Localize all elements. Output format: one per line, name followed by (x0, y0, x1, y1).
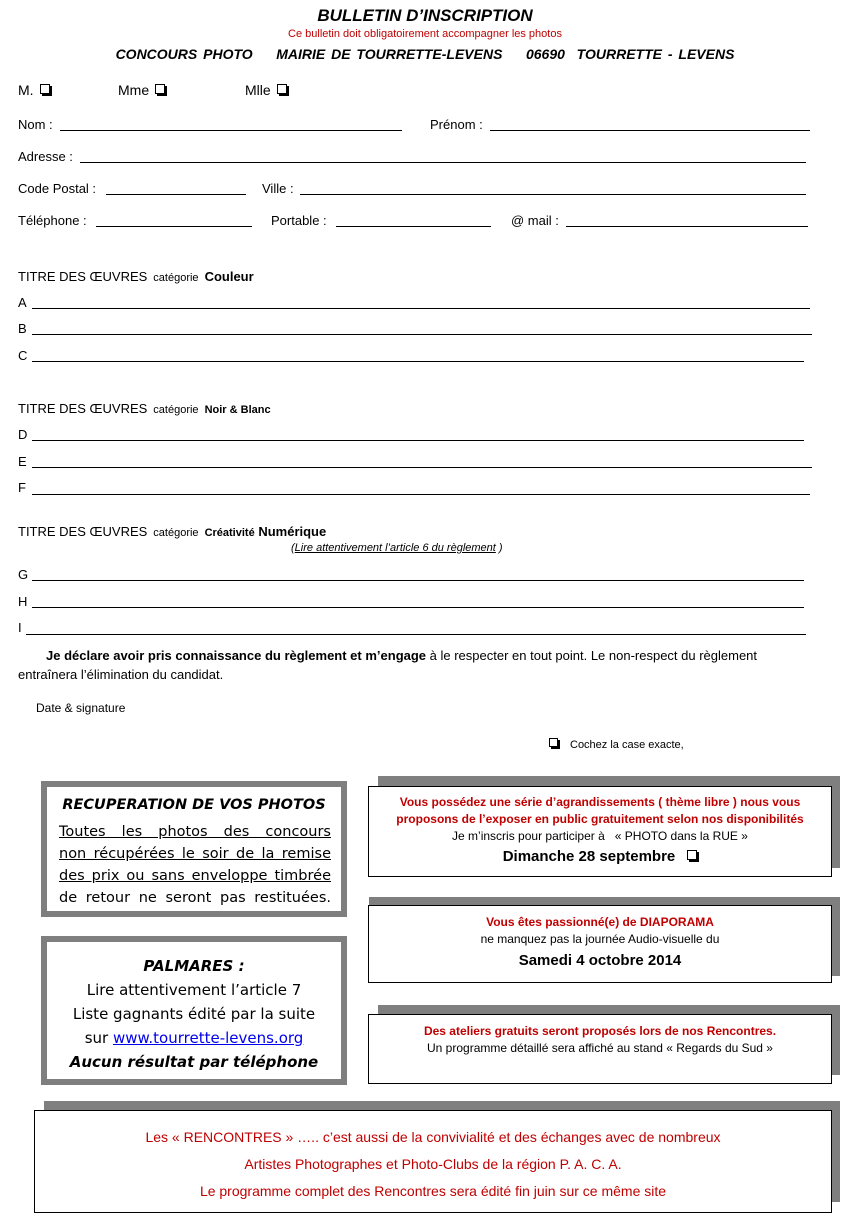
row-g-label: G (18, 567, 29, 582)
row-i-label: I (18, 620, 22, 635)
mail-label: @ mail : (511, 213, 559, 228)
row-b-field[interactable] (32, 334, 812, 335)
palmares-line3: sur www.tourrette-levens.org (84, 1029, 304, 1047)
row-f-field[interactable] (32, 494, 810, 495)
palmares-footer: Aucun résultat par téléphone (69, 1053, 319, 1071)
section-numerique-title: TITRE DES ŒUVRES catégorie Créativité Numérique (18, 524, 327, 539)
rencontres-line2: Artistes Photographes et Photo-Clubs de la région P. A. C. A. (244, 1156, 622, 1172)
page-title: BULLETIN D’INSCRIPTION (317, 6, 533, 25)
photo-rue-line3: Je m’inscris pour participer à « PHOTO dans la RUE » (452, 829, 748, 843)
photo-rue-line2: proposons de l’exposer en public gratuitement selon nos disponibilités (396, 812, 804, 826)
photo-rue-line1: Vous possédez une série d’agrandissements ( thème libre ) nous vous (399, 795, 801, 809)
row-f-label: F (18, 480, 26, 495)
site-link[interactable]: www.tourrette-levens.org (112, 1029, 304, 1047)
row-c-field[interactable] (32, 361, 804, 362)
checkbox-mlle[interactable] (277, 84, 287, 94)
row-h-label: H (18, 594, 28, 609)
mail-field[interactable] (566, 226, 808, 227)
check-hint: Cochez la case exacte, (549, 738, 684, 751)
row-e-label: E (18, 454, 27, 469)
diaporama-line2: ne manquez pas la journée Audio-visuelle du (480, 932, 720, 946)
ateliers-box (368, 1014, 832, 1084)
ateliers-line2: Un programme détaillé sera affiché au stand « Regards du Sud » (427, 1041, 773, 1055)
section-couleur-title: TITRE DES ŒUVRES catégorie Couleur (18, 269, 254, 284)
page-subtitle: Ce bulletin doit obligatoirement accompagner les photos (288, 28, 562, 40)
section-noir-blanc-title: TITRE DES ŒUVRES catégorie Noir & Blanc (18, 401, 271, 416)
contest-venue: CONCOURS PHOTO MAIRIE DE TOURRETTE-LEVENS 06690 TOURRETTE - LEVENS (115, 46, 735, 62)
diaporama-date: Samedi 4 octobre 2014 (518, 952, 682, 969)
adresse-label: Adresse : (18, 149, 73, 164)
recuperation-text: Toutes les photos des concours non récupérées le soir de la remise des prix ou sans enveloppe timbrée de retour ne seront pas restituées. (59, 824, 331, 906)
palmares-title: PALMARES : (143, 957, 245, 975)
palmares-box (41, 936, 347, 1085)
rencontres-line1: Les « RENCONTRES » ….. c’est aussi de la convivialité et des échanges avec de nombreux (145, 1129, 721, 1145)
recuperation-box (41, 781, 347, 917)
recuperation-title: RECUPERATION DE VOS PHOTOS (62, 797, 326, 813)
row-a-field[interactable] (32, 308, 810, 309)
ville-field[interactable] (300, 194, 806, 195)
photo-rue-date: Dimanche 28 septembre (369, 848, 831, 865)
row-d-field[interactable] (32, 440, 804, 441)
telephone-label: Téléphone : (18, 213, 87, 228)
code-postal-label: Code Postal : (18, 181, 97, 196)
row-d-label: D (18, 427, 28, 442)
ville-label: Ville : (262, 181, 294, 196)
palmares-line1: Lire attentivement l’article 7 (86, 981, 302, 999)
date-signature: Date & signature (36, 701, 126, 715)
row-e-field[interactable] (32, 467, 812, 468)
portable-field[interactable] (336, 226, 491, 227)
checkbox-icon (549, 738, 558, 747)
checkbox-photo-rue[interactable] (687, 850, 697, 860)
row-g-field[interactable] (32, 580, 804, 581)
prenom-field[interactable] (490, 130, 810, 131)
row-c-label: C (18, 348, 28, 363)
code-postal-field[interactable] (106, 194, 246, 195)
palmares-line2: Liste gagnants édité par la suite (72, 1005, 316, 1023)
diaporama-line1: Vous êtes passionné(e) de DIAPORAMA (486, 915, 714, 929)
rencontres-line3: Le programme complet des Rencontres sera édité fin juin sur ce même site (199, 1183, 667, 1199)
adresse-field[interactable] (80, 162, 806, 163)
row-a-label: A (18, 295, 27, 310)
civility-mme[interactable]: Mme (118, 82, 165, 98)
checkbox-m[interactable] (40, 84, 50, 94)
row-h-field[interactable] (32, 607, 804, 608)
article-6-note: (Lire attentivement l’article 6 du règlement ) (291, 542, 503, 554)
portable-label: Portable : (271, 213, 327, 228)
telephone-field[interactable] (96, 226, 252, 227)
prenom-label: Prénom : (430, 117, 483, 132)
photo-rue-box (368, 786, 832, 877)
ateliers-line1: Des ateliers gratuits seront proposés lors de nos Rencontres. (423, 1024, 777, 1038)
checkbox-mme[interactable] (155, 84, 165, 94)
diaporama-box (368, 905, 832, 983)
civility-mlle[interactable]: Mlle (245, 82, 287, 98)
row-i-field[interactable] (26, 634, 806, 635)
nom-field[interactable] (60, 130, 402, 131)
civility-m[interactable]: M. (18, 82, 50, 98)
declaration: Je déclare avoir pris connaissance du règlement et m’engage à le respecter en tout point. Le non-respect du règlement entraînera l’élimination du candidat. (18, 648, 758, 682)
row-b-label: B (18, 321, 27, 336)
rencontres-box (34, 1110, 832, 1213)
nom-label: Nom : (18, 117, 53, 132)
